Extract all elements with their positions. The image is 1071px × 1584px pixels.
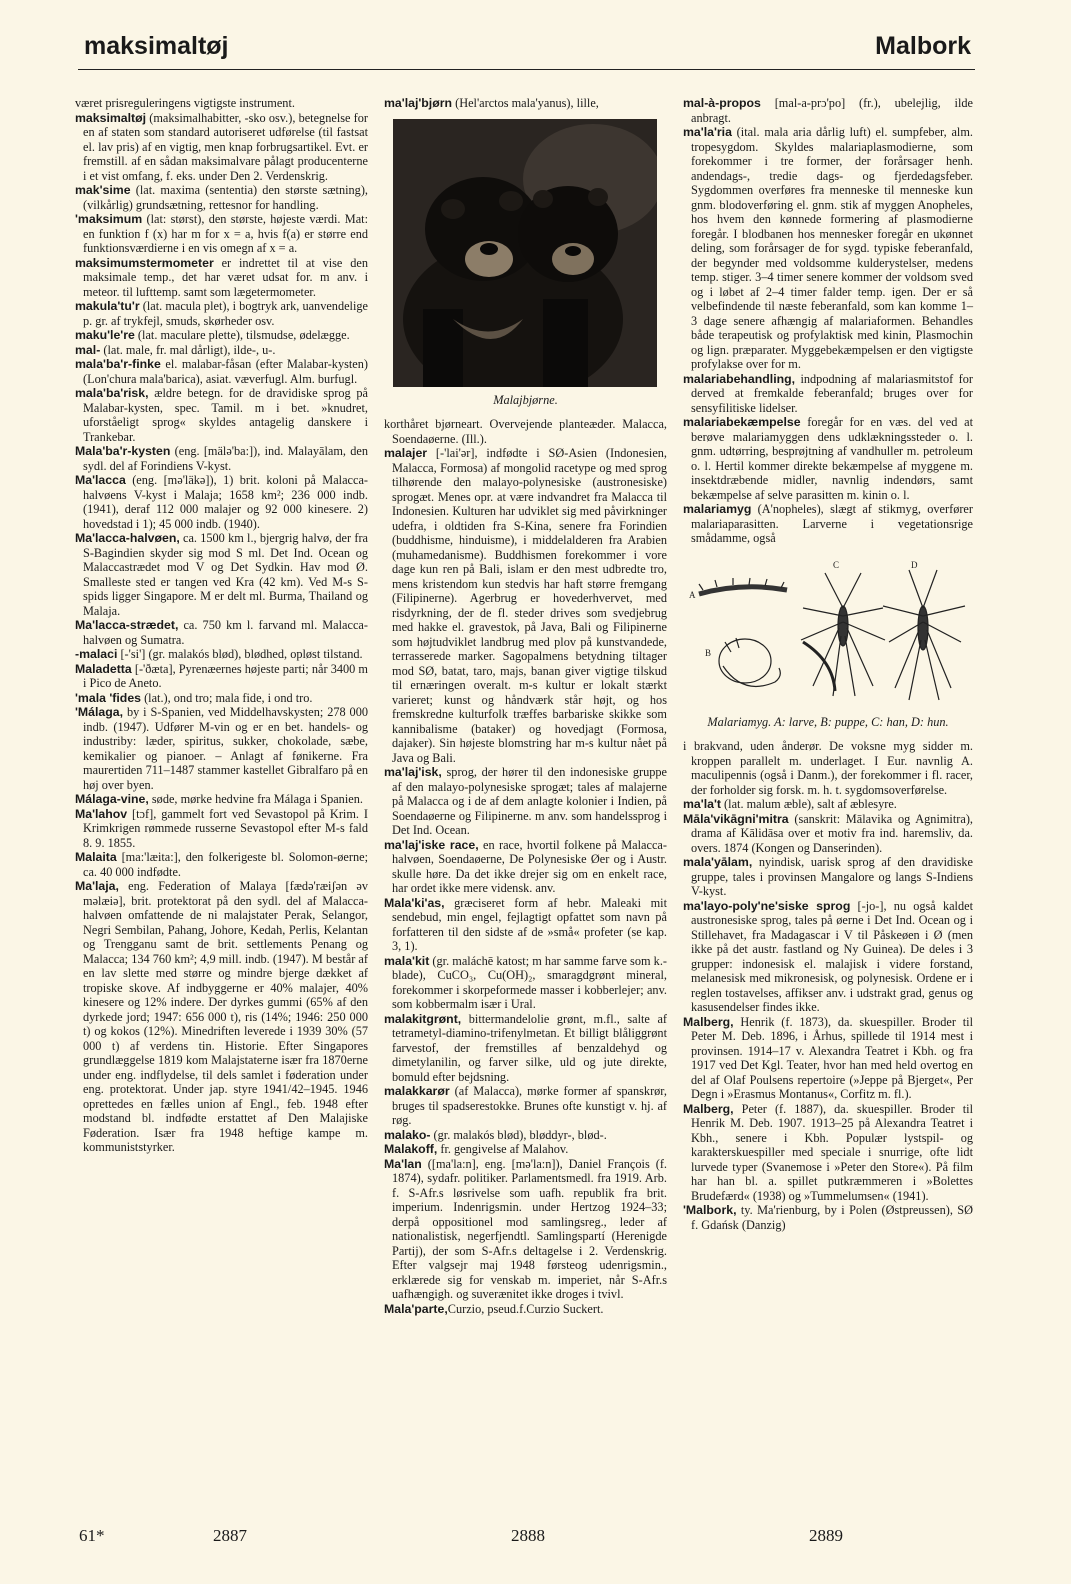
entry-text: (maksimalhabitter, -sko osv.), betegnelse for en af staten som standard autoriseret udførelse (til fastsat el. lav pris) af en vigtig, men knap forbrugsartikel. Evt. er fremstill. af en sådan maksimalvare pålagt producenterne i et vist omfang, f. eks. under Den 2. Verdenskrig. bbox=[83, 110, 368, 183]
entry-headword: Ma'laja, bbox=[75, 879, 119, 893]
dictionary-entry bbox=[384, 1142, 667, 1157]
dictionary-entry bbox=[384, 446, 667, 765]
entry-text: i brakvand, uden ånderør. De voksne myg sidder m. kroppen parallelt m. underlaget. I Eur. navnlig A. maculipennis (også i Danm.), der forekommer i fl. racer, der forholder sig forsk. m. h. t. sygdomsoverførelse. bbox=[683, 739, 973, 797]
entry-headword: Ma'lacca-halvøen, bbox=[75, 531, 180, 545]
entry-text: (af Malacca), mørke former af spanskrør, bruges til spadserestokke. Brunes ofte kunstigt v. hj. af røg. bbox=[392, 1084, 667, 1127]
entry-headword: Māla'vikāgni'mitra bbox=[683, 811, 789, 826]
entry-headword: ma'laj'iske race, bbox=[384, 837, 479, 852]
entry-headword: ma'laj'bjørn bbox=[384, 96, 453, 110]
entry-text: Curzio, pseud.f.Curzio Suckert. bbox=[447, 1301, 604, 1316]
column-3 bbox=[683, 96, 973, 1232]
dictionary-entry bbox=[384, 896, 667, 954]
entry-text: by i S-Spanien, ved Middelhavskysten; 278 000 indb. (1947). Udfører M-vin og er en bet. handels- og industriby: læder, spiritus, sukker, chokolade, sæbe, kemikalier og pianoer. – Anlagt af fønikerne. Fra maurertiden 711–1487 stammer kastellet Gibralfaro på en høj over byen. bbox=[83, 705, 368, 792]
column-2-top bbox=[384, 96, 667, 111]
dictionary-entry bbox=[683, 96, 973, 125]
dictionary-entry bbox=[384, 954, 667, 1012]
dictionary-entry bbox=[683, 899, 973, 1015]
dictionary-entry bbox=[75, 328, 368, 343]
entry-text: nyindisk, uarisk sprog af den dravidiske gruppe, tales i provinsen Mangalore og langs S-Indiens V-kyst. bbox=[691, 855, 973, 898]
entry-text: [-'ðæta], Pyrenæernes højeste parti; når 3400 m i Pico de Aneto. bbox=[83, 661, 368, 690]
entry-text: en race, hvortil folkene på Malacca-halvøen, Soendaøerne, De Polynesiske Øer og i Austr. skulle høre. Da det ikke drejer sig om en enkelt race, har ordet ikke mere vidensk. anv. bbox=[392, 837, 667, 895]
entry-headword: maksimumstermometer bbox=[75, 255, 214, 270]
column-3-body bbox=[683, 739, 973, 1232]
entry-headword: Mala'ba'r-kysten bbox=[75, 444, 171, 458]
entry-text: ([ma'la:n], eng. [mə'la:n]), Daniel François (f. 1874), sydafr. politiker. Parlamentsmedl. fra 1919. Arb. f. S-Afr.s løsrivelse som uafh. republik fra brit. imperium. Indenrigsmin. under Hertzog 1924–33; derpå oppositionel mod samlingsreg., leder af nationalistisk, negerfjendtl. Samlingspartí (Herenigde Partij), der som S-Afr.s deltagelse i 2. Verdenskrig. Efter valgsejr maj 1948 førsteog udenrigsmin., erklærede sig for venskab m. imperiet, når S-Afr.s uafhængigh. og suverænitet ikke droges i tvivl. bbox=[392, 1156, 667, 1301]
dictionary-entry bbox=[384, 96, 667, 111]
entry-headword: Mala'ki'as, bbox=[384, 895, 445, 910]
running-head-left: maksimaltøj bbox=[84, 32, 229, 60]
dictionary-entry bbox=[75, 618, 368, 647]
dictionary-entry bbox=[384, 1084, 667, 1128]
dictionary-entry bbox=[75, 256, 368, 300]
figure-label-b: B bbox=[705, 647, 712, 658]
entry-text: [mal-a-prɔ'po] (fr.), ubelejlig, ilde anbragt. bbox=[691, 96, 973, 125]
dictionary-entry bbox=[683, 372, 973, 416]
entry-headword: malako- bbox=[384, 1127, 431, 1142]
dictionary-entry bbox=[75, 879, 368, 1155]
dictionary-entry bbox=[75, 183, 368, 212]
entry-text: (eng. [mälə'ba:]), ind. Malayālam, den sydl. del af Forindiens V-kyst. bbox=[83, 444, 368, 473]
entry-text: Henrik (f. 1873), da. skuespiller. Broder til Peter M. Deb. 1896, i Århus, spillede til 1914 mest i provinsen. 1914–17 v. Alexandra Teatret i Kbh. og fra 1917 ved Det Kgl. Teater, hvor han med held overtog en del af Olaf Poulsens repertoire (»Jeppe på Bjerget«, Per Degn i »Erasmus Montanus«, Corfitz m. fl.). bbox=[691, 1014, 973, 1101]
entry-text: foregår for en væs. del ved at berøve malariamyggen dens udklækningssteder o. l. gnm. udtørring, besprøjtning af vandhuller m. petroleum o. l. Hertil kommer direkte bekæmpelse af myggene m. insektdræbende midler, navnlig indendørs, samt bekæmpelse af selve parasitten m. kinin o. l. bbox=[691, 415, 973, 502]
dictionary-entry bbox=[384, 1157, 667, 1302]
entry-text: ca. 750 km l. farvand ml. Malacca-halvøen og Sumatra. bbox=[83, 618, 368, 647]
malariamyg-figure bbox=[683, 556, 973, 711]
dictionary-entry bbox=[75, 792, 368, 807]
entry-text: el. malabar-fåsan (efter Malabar-kysten) (Lon'chura mala'barica), asiat. væverfugl. Alm. burfugl. bbox=[83, 357, 368, 386]
entry-headword: malakkarør bbox=[384, 1084, 450, 1098]
photo-caption: Malajbjørne. bbox=[493, 392, 558, 407]
entry-headword: maku'le're bbox=[75, 328, 135, 342]
entry-text: ca. 1500 km l., bjergrig halvø, der fra S-Bagindien skyder sig mod S ml. Det Ind. Ocean og Malaccastrædet mod V og Det Sydkin. Hav mod Ø. Smalleste sted er tangen ved Kra (42 km). Ved M-s S-spids ligger Singapore. M er delt ml. Burma, Thailand og Malaja. bbox=[83, 531, 368, 618]
entry-headword: Mala'parte, bbox=[384, 1301, 448, 1316]
figure-label-a: A bbox=[689, 589, 696, 600]
column-2-body bbox=[384, 417, 667, 1316]
entry-text: Peter (f. 1887), da. skuespiller. Broder til Henrik M. Deb. 1907. 1913–25 på Alexandra Teatret i Kbh., senere i Kbh. Populær lystspil- og karakterskuespiller med speciale i snurrige, ofte lidt lurvede typer (Svanemose i »Peter den Store«). På film har han bl. a. spillet putkræmmeren i »Bolettes Brudefærd« (1938) og »Tummelumsen« (1941). bbox=[691, 1101, 973, 1203]
column-3-top bbox=[683, 96, 973, 546]
entry-text: ty. Ma'rienburg, by i Polen (Østpreussen), SØ f. Gdańsk (Danzig) bbox=[691, 1203, 973, 1232]
dictionary-entry bbox=[75, 357, 368, 386]
entry-headword: 'Málaga, bbox=[75, 705, 124, 719]
entry-headword: Ma'lan bbox=[384, 1156, 422, 1171]
entry-headword: 'Malbork, bbox=[683, 1203, 737, 1217]
entry-text: søde, mørke hedvine fra Málaga i Spanien. bbox=[148, 792, 363, 806]
entry-text: (ital. mala aria dårlig luft) el. sumpfeber, alm. tropesygdom. Skyldes malariaplasmodierne, som forekommer i tre former, der forårsager henh. andendags-, tredie dags- og fjerdedagsfeber. Sygdommen overføres fra menneske til menneske kun gnm. blodoverføring el. gnm. stik af myggen Anopheles, hos hvem den kønnede formering af plasmodierne foregår. I blodbanen hos mennesker foregår en ukønnet deling, som forårsager de for sygd. typiske feberanfald, der begynder med voldsomme kulderystelser, medens temp. stiger. 3–4 timer senere kommer der voldsom sved og i løbet af 2–4 timer falder temp. igen. Der er så velbefindende til næste feberanfald, som kan komme 1–3 dage senere afhængig af malariaformen. Behandles både terapeutisk og profylaktisk med kinin, Plasmochin og lign. præparater. Myggebekæmpelsen er den vigtigste profylakse over for m. bbox=[691, 125, 973, 371]
entry-text: (eng. [mə'läkə]), 1) brit. koloni på Malacca-halvøens V-kyst i Malaja; 1658 km²; 236 000 indb. (1941), deraf 112 000 malajer og 92 000 kinesere. 2) hovedstad i 1); 45 000 indb. (1940). bbox=[83, 473, 368, 531]
page-number-right: 2889 bbox=[809, 1526, 843, 1545]
entry-text: [ma:'læita:], den folkerigeste bl. Solomon-øerne; ca. 40 000 indfødte. bbox=[83, 850, 368, 879]
dictionary-entry bbox=[384, 765, 667, 838]
entry-headword: 'maksimum bbox=[75, 212, 143, 226]
dictionary-entry bbox=[75, 212, 368, 256]
dictionary-entry bbox=[683, 1203, 973, 1232]
entry-headword: mala'yālam, bbox=[683, 855, 753, 869]
entry-headword: makula'tu'r bbox=[75, 299, 140, 313]
column-1 bbox=[75, 96, 368, 1155]
dictionary-entry bbox=[384, 417, 667, 446]
entry-headword: ma'la't bbox=[683, 797, 721, 811]
dictionary-entry bbox=[683, 797, 973, 812]
entry-headword: Ma'lahov bbox=[75, 806, 128, 821]
dictionary-entry bbox=[384, 1128, 667, 1143]
dictionary-entry bbox=[683, 125, 973, 372]
entry-headword: mala'ba'risk, bbox=[75, 386, 149, 400]
entry-headword: ma'laj'isk, bbox=[384, 765, 442, 779]
entry-text: ældre betegn. for de dravidiske sprog på Malabar-kysten, spec. Tamil. m i bet. »knudret, uforståeligt sprog« skyldes antagelig danskere i Trankebar. bbox=[83, 386, 368, 444]
entry-text: korthåret bjørneart. Overvejende planteæder. Malacca, Soendaøerne. (Ill.). bbox=[384, 417, 667, 446]
entry-text: (Hel'arctos mala'yanus), lille, bbox=[452, 96, 599, 110]
entry-headword: Malaita bbox=[75, 850, 117, 864]
entry-text: eng. Federation of Malaya [fædə'ræiʃən əv məlæiə], brit. protektorat på den sydl. del af Malacca-halvøen omfattende de ni malajstater Perak, Selangor, Negri Sembilan, Pahang, Johore, Kedah, Perlis, Kelantan og Trengganu samt de brit. settlements Penang og Malacca; 134 760 km²; 4,9 mill. indb. (1947). M består af en lav slette med større og mindre bjerge dækket af tropiske skove. Af indbyggerne er 40% malajer, 40% kinesere og 12% indere. Der dyrkes gummi (65% af den dyrkede jord; 1947: 656 000 t), ris (14%; 1946: 250 000 t) og kokos (12%). Minedriften leverede i 1939 30% (57 000 t) af verdens tin. Historie. Efter Singapores grundlæggelse 1819 kom Malajstaterne især fra 1870erne under eng. indflydelse, til dels samlet i føderation under eng. protektorat. Under jap. styre 1941/42–1945. 1946 oprettedes en fælles union af Engl., feb. 1948 efter modstand bl. indfødte erstattet af Den Malajiske Føderation. Især fra 1948 heftige kampe m. kommuniststyrker. bbox=[83, 879, 368, 1154]
column-2 bbox=[384, 96, 667, 1316]
entry-text: er indrettet til at vise den maksimale temp., det har været udsat for. m anv. i meteor. til lufttemp. samt som lægetermometer. bbox=[83, 255, 368, 299]
dictionary-entry bbox=[683, 1015, 973, 1102]
signature-mark: 61* bbox=[79, 1526, 105, 1545]
entry-text: indpodning af malariasmitstof for derved at fremkalde feberanfald; bruges over for sensyfilitiske lidelser. bbox=[691, 371, 973, 415]
dictionary-entry bbox=[75, 299, 368, 328]
dictionary-entry bbox=[75, 531, 368, 618]
entry-text: [-'si'] (gr. malakós blød), blødhed, opløst tilstand. bbox=[117, 647, 363, 661]
entry-text: græciseret form af hebr. Maleaki mit sendebud, min engel, fejlagtigt opfattet som navn på forfatteren til den sidste af de »små« profeter (se kap. 3, 1). bbox=[392, 895, 667, 953]
dictionary-entry bbox=[683, 1102, 973, 1204]
header-rule bbox=[78, 69, 975, 70]
figure-caption: Malariamyg. A: larve, B: puppe, C: han, D: hun. bbox=[707, 714, 949, 729]
entry-text: (lat. male, fr. mal dårligt), ilde-, u-. bbox=[100, 342, 276, 357]
entry-text: bittermandelolie grønt, m.fl., salte af tetrametyl-diamino-trifenylmetan. Et billigt blåliggrønt farvestof, der fremstilles af benzaldehyd og dimetylanilin, og farver silke, uld og jute direkte, bomuld efter bejdsning. bbox=[392, 1011, 667, 1084]
entry-text: fr. gengivelse af Malahov. bbox=[437, 1142, 569, 1156]
dictionary-entry bbox=[683, 855, 973, 899]
dictionary-entry bbox=[75, 705, 368, 792]
dictionary-entry bbox=[683, 812, 973, 856]
entry-text: (lat. maculare plette), tilsmudse, ødelægge. bbox=[134, 328, 350, 342]
dictionary-entry bbox=[75, 111, 368, 184]
entry-text: (lat: størst), den største, højeste værdi. Mat: en funktion f (x) har m for x = a, hvis f(a) er større end funktionsværdierne i en vis omegn af x = a. bbox=[83, 212, 368, 255]
entry-headword: Malakoff, bbox=[384, 1142, 438, 1156]
entry-headword: mal-à-propos bbox=[683, 96, 761, 110]
entry-headword: ma'la'ria bbox=[683, 125, 732, 139]
entry-text: (lat. malum æble), salt af æblesyre. bbox=[720, 797, 897, 811]
dictionary-entry bbox=[75, 386, 368, 444]
figure-label-c: C bbox=[833, 559, 840, 570]
entry-headword: Málaga-vine, bbox=[75, 792, 149, 806]
dictionary-entry bbox=[683, 739, 973, 797]
dictionary-entry bbox=[75, 96, 368, 111]
dictionary-entry bbox=[75, 807, 368, 851]
entry-text: været prisreguleringens vigtigste instrument. bbox=[75, 96, 295, 110]
page-number-middle: 2888 bbox=[511, 1526, 545, 1545]
dictionary-entry bbox=[75, 850, 368, 879]
entry-headword: mala'ba'r-finke bbox=[75, 357, 161, 371]
dictionary-entry bbox=[384, 838, 667, 896]
entry-headword: mal- bbox=[75, 342, 101, 357]
dictionary-entry bbox=[75, 444, 368, 473]
dictionary-entry bbox=[683, 415, 973, 502]
entry-headword: malariabehandling, bbox=[683, 371, 796, 386]
entry-text: (gr. maláchē katost; m har samme farve som k.-blade), CuCO₃, Cu(OH)₂, smaragdgrønt mineral, forekommer i skorpeformede masser i kobberlejer; anv. som kobbermalm især i Ural. bbox=[392, 953, 667, 1011]
entry-text: (lat. macula plet), i bogtryk ark, uanvendelige p. gr. af trykfejl, smuds, skørheder osv. bbox=[83, 299, 368, 328]
entry-text: sprog, der hører til den indonesiske gruppe af den malayo-polynesiske sprogæt; tales af malajerne på Malacca og i de af dem anlagte kolonier i Indien, på Soendaøerne og Filipinerne. m anv. som handelssprog i Det Ind. Ocean. bbox=[392, 765, 667, 837]
malajbjorne-photo bbox=[393, 119, 657, 387]
dictionary-entry bbox=[683, 502, 973, 546]
entry-headword: 'mala 'fides bbox=[75, 690, 141, 705]
entry-headword: mala'kit bbox=[384, 953, 430, 968]
entry-headword: ma'layo-poly'ne'siske sprog bbox=[683, 898, 851, 913]
dictionary-entry bbox=[75, 647, 368, 662]
entry-headword: Ma'lacca bbox=[75, 473, 126, 487]
entry-headword: -malaci bbox=[75, 647, 118, 661]
entry-headword: Ma'lacca-strædet, bbox=[75, 618, 179, 632]
entry-headword: malariabekæmpelse bbox=[683, 415, 801, 429]
dictionary-entry bbox=[75, 691, 368, 706]
entry-headword: Malberg, bbox=[683, 1101, 734, 1116]
entry-text: (A'nopheles), slægt af stikmyg, overfører malariaparasitten. Larverne i vegetationsrige smådamme, også bbox=[691, 502, 973, 545]
dictionary-entry bbox=[75, 662, 368, 691]
entry-text: [tɔf], gammelt fort ved Sevastopol på Krim. I Krimkrigen rømmede russerne Sevastopol efter M-s fald 8. 9. 1855. bbox=[83, 806, 368, 850]
entry-headword: maksimaltøj bbox=[75, 110, 147, 125]
running-head-right: Malbork bbox=[875, 32, 971, 60]
entry-text: [-'lai'ər], indfødte i SØ-Asien (Indonesien, Malacca, Formosa) af mongolid racetype og med sprog tilhørende den malayo-polynesiske (austronesiske) sprogæt. Menes opr. at være indvandret fra Malacca til Indonesien. Kulturen har udviklet sig med påvirkninger udefra, i oldtiden fra S-Kina, senere fra Forindien (buddhisme, hinduisme), i middelalderen fra Arabien (muhamedanisme). Buddhismen forekommer i vore dage kun ren på Bali, islam er den mest udbredte tro, mens kristendom kun stedvis har haft større fremgang (Filipinerne). Agerbrug er hovederhvervet, med risdyrkning, der de fl. steder drives som svedjebrug med hakke el. gravestok, på Java, Bali og Filipinerne som højtudviklet landbrug med plov på kunstvandede, terrasserede marker. Sagopalmens betydning tiltager mod SØ, batat, taro, majs, banan giver vigtige tilskud til ernæringen overalt. m-s kultur er lokalt stærkt varieret; kunst og håndværk står højt, og hos fremskredne kulturfolk træffes barbariske skikke som kannibalisme (bataker) og hovedjagt (Formosa, dajaker). Sin højeste blomstring har m-s kultur nået på Java og Bali. bbox=[392, 446, 667, 765]
dictionary-entry bbox=[75, 343, 368, 358]
entry-text: [-jo-], nu også kaldet austronesiske sprog, tales på øerne i Det Ind. Ocean og i Stillehavet, fra Madagascar i V til Påskeøen i Ø (men ikke på det austr. fastland og Ny Guinea). De deles i 3 grupper: indonesisk el. malajisk i videre forstand, melanesisk med mikronesisk, og polynesisk. Ordene er i reglen tostavelses, affikser anv. i udstrakt grad, genus og kasusendelser findes ikke. bbox=[691, 898, 973, 1014]
entry-text: (sanskrit: Mālavika og Agnimitra), drama af Kālidāsa over et motiv fra ind. haremsliv, da. overs. 1874 (Kongen og Danserinden). bbox=[691, 811, 973, 855]
page-number-left: 2887 bbox=[213, 1526, 247, 1545]
entry-text: (lat. maxima (sententia) den største sætning), (vilkårlig) grundsætning, rettesnor for handling. bbox=[83, 183, 368, 212]
entry-headword: malariamyg bbox=[683, 502, 752, 516]
dictionary-entry bbox=[384, 1012, 667, 1085]
figure-label-d: D bbox=[911, 559, 918, 570]
dictionary-entry bbox=[384, 1302, 667, 1317]
entry-text: (gr. malakós blød), bløddyr-, blød-. bbox=[430, 1127, 607, 1142]
entry-headword: Maladetta bbox=[75, 661, 132, 676]
entry-headword: malajer bbox=[384, 446, 428, 460]
entry-headword: malakitgrønt, bbox=[384, 1011, 462, 1026]
entry-headword: mak'sime bbox=[75, 183, 131, 197]
dictionary-entry bbox=[75, 473, 368, 531]
entry-headword: Malberg, bbox=[683, 1014, 734, 1029]
entry-text: (lat.), ond tro; mala fide, i ond tro. bbox=[141, 690, 313, 705]
